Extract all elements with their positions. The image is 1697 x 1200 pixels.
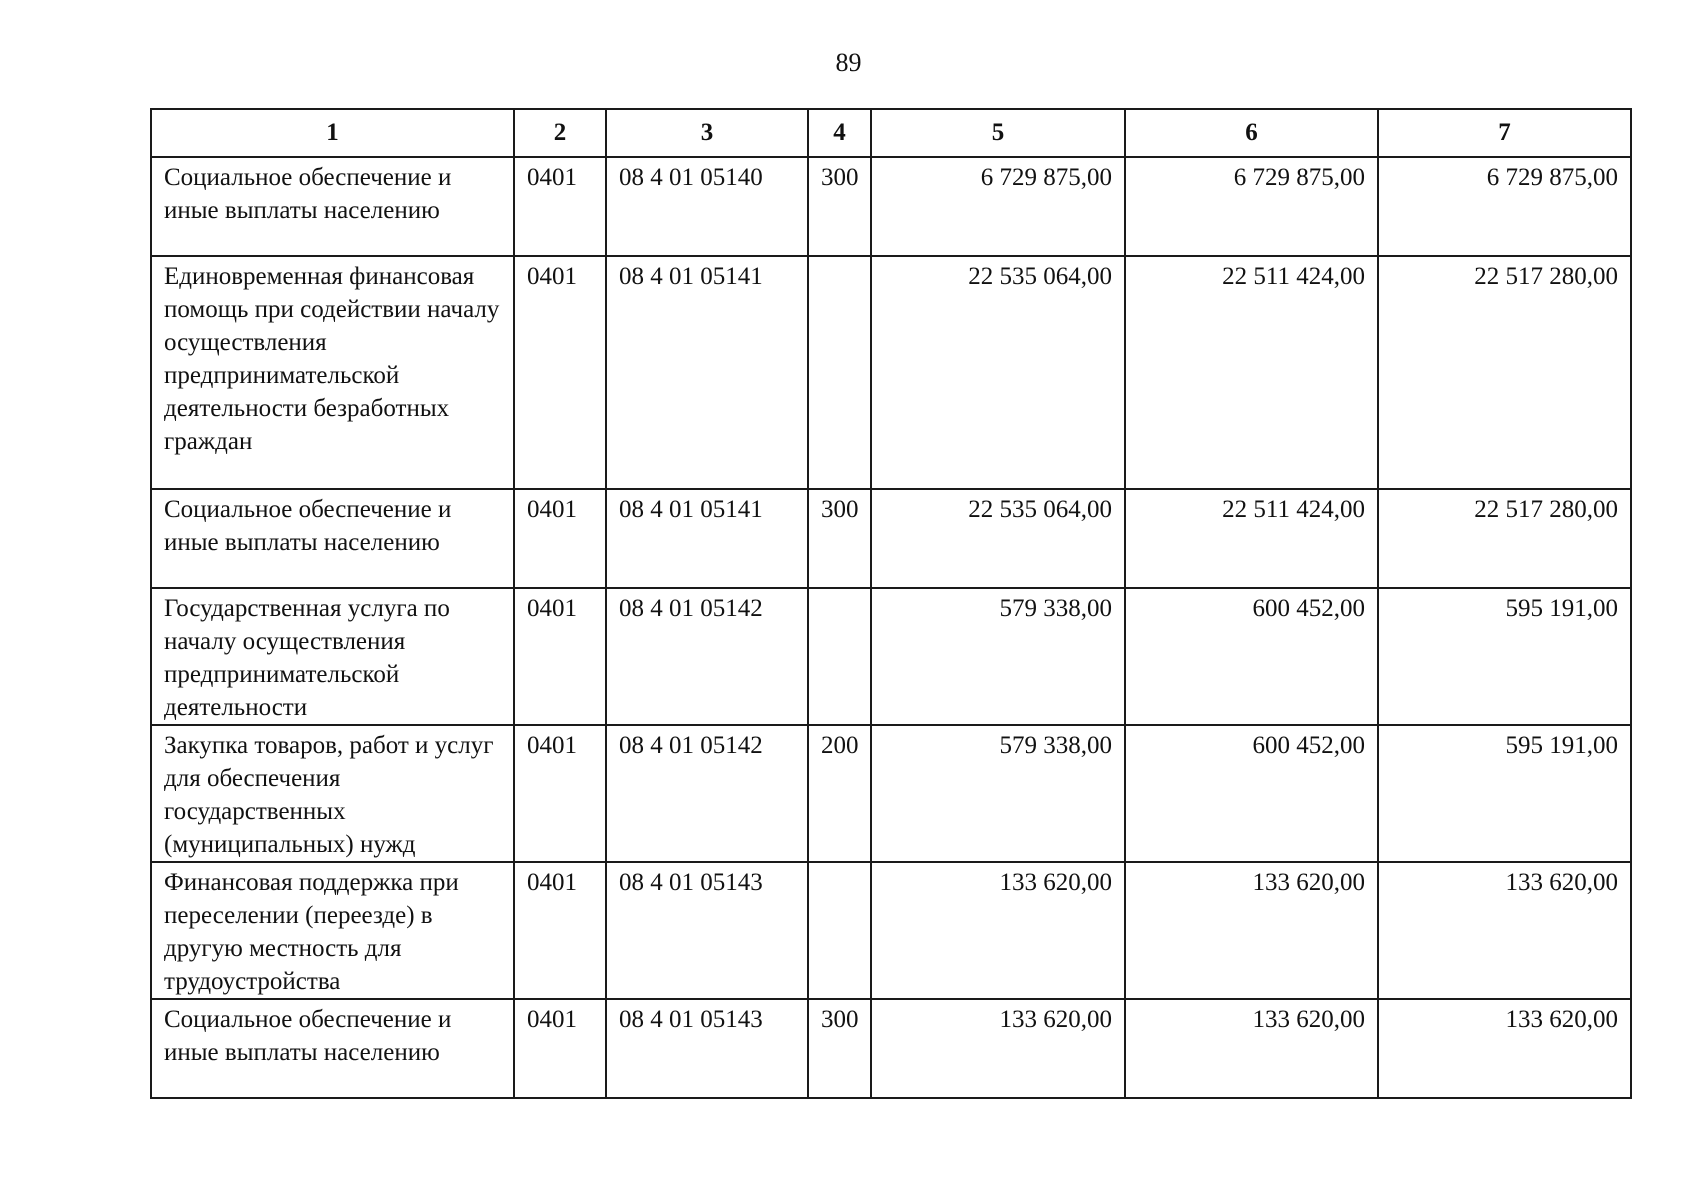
row-value-6: 600 452,00 — [1125, 588, 1378, 725]
row-value-6: 22 511 424,00 — [1125, 256, 1378, 489]
header-row — [151, 109, 1631, 157]
table-row — [151, 256, 1631, 489]
row-code: 08 4 01 05143 — [606, 999, 808, 1098]
row-section: 0401 — [514, 588, 606, 725]
row-value-5: 133 620,00 — [871, 862, 1125, 999]
row-value-6: 6 729 875,00 — [1125, 157, 1378, 256]
row-name: Государственная услуга по началу осуществления предпринимательской деятельности — [151, 588, 514, 725]
table-row — [151, 489, 1631, 588]
column-header-3: 3 — [606, 109, 808, 157]
row-type: 300 — [808, 489, 871, 588]
budget-table — [150, 108, 1632, 1099]
row-value-7: 22 517 280,00 — [1378, 489, 1631, 588]
row-section: 0401 — [514, 256, 606, 489]
row-value-5: 133 620,00 — [871, 999, 1125, 1098]
row-type: 300 — [808, 157, 871, 256]
column-header-1: 1 — [151, 109, 514, 157]
table-row — [151, 588, 1631, 725]
row-value-5: 6 729 875,00 — [871, 157, 1125, 256]
row-value-6: 22 511 424,00 — [1125, 489, 1378, 588]
row-name: Закупка товаров, работ и услуг для обеспечения государственных (муниципальных) нужд — [151, 725, 514, 862]
table-row — [151, 725, 1631, 862]
row-type — [808, 588, 871, 725]
row-name: Социальное обеспечение и иные выплаты населению — [151, 157, 514, 256]
row-name: Финансовая поддержка при переселении (переезде) в другую местность для трудоустройства — [151, 862, 514, 999]
row-value-7: 133 620,00 — [1378, 999, 1631, 1098]
row-code: 08 4 01 05140 — [606, 157, 808, 256]
table-header — [151, 109, 1631, 157]
row-type: 200 — [808, 725, 871, 862]
row-value-7: 133 620,00 — [1378, 862, 1631, 999]
row-type: 300 — [808, 999, 871, 1098]
row-section: 0401 — [514, 862, 606, 999]
row-section: 0401 — [514, 157, 606, 256]
row-value-5: 22 535 064,00 — [871, 256, 1125, 489]
row-name: Социальное обеспечение и иные выплаты населению — [151, 489, 514, 588]
table-row — [151, 862, 1631, 999]
page-number: 89 — [835, 48, 862, 77]
row-section: 0401 — [514, 489, 606, 588]
row-value-6: 600 452,00 — [1125, 725, 1378, 862]
row-section: 0401 — [514, 999, 606, 1098]
row-type — [808, 256, 871, 489]
table-body — [151, 157, 1631, 1098]
row-value-5: 579 338,00 — [871, 725, 1125, 862]
row-code: 08 4 01 05142 — [606, 725, 808, 862]
column-header-5: 5 — [871, 109, 1125, 157]
row-value-7: 595 191,00 — [1378, 725, 1631, 862]
table-row — [151, 157, 1631, 256]
column-header-2: 2 — [514, 109, 606, 157]
row-code: 08 4 01 05141 — [606, 256, 808, 489]
column-header-7: 7 — [1378, 109, 1631, 157]
row-code: 08 4 01 05141 — [606, 489, 808, 588]
table-row — [151, 999, 1631, 1098]
row-value-7: 22 517 280,00 — [1378, 256, 1631, 489]
row-section: 0401 — [514, 725, 606, 862]
row-code: 08 4 01 05142 — [606, 588, 808, 725]
row-value-5: 22 535 064,00 — [871, 489, 1125, 588]
row-code: 08 4 01 05143 — [606, 862, 808, 999]
row-name: Социальное обеспечение и иные выплаты населению — [151, 999, 514, 1098]
row-value-7: 595 191,00 — [1378, 588, 1631, 725]
column-header-6: 6 — [1125, 109, 1378, 157]
row-value-7: 6 729 875,00 — [1378, 157, 1631, 256]
column-header-4: 4 — [808, 109, 871, 157]
row-value-6: 133 620,00 — [1125, 999, 1378, 1098]
row-value-6: 133 620,00 — [1125, 862, 1378, 999]
row-name: Единовременная финансовая помощь при содействии началу осуществления предпринимательской деятельности безработных граждан — [151, 256, 514, 489]
row-type — [808, 862, 871, 999]
row-value-5: 579 338,00 — [871, 588, 1125, 725]
